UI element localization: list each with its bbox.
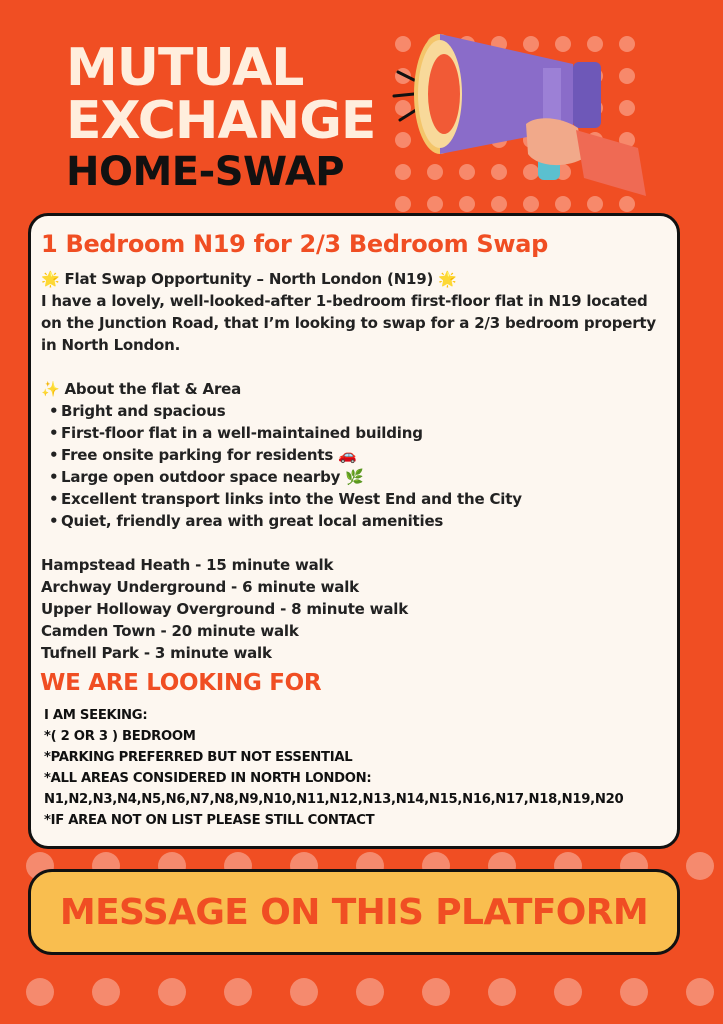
decorative-dot (92, 978, 120, 1006)
megaphone-icon (388, 28, 658, 208)
feature-item: • Bright and spacious (49, 400, 671, 422)
seeking-list (44, 705, 678, 831)
title-line-1: MUTUAL (66, 38, 304, 98)
message-cta-button[interactable] (28, 869, 680, 955)
listing-title: 1 Bedroom N19 for 2/3 Bedroom Swap (41, 230, 549, 258)
decorative-dot (686, 852, 714, 880)
intro-heading: 🌟 Flat Swap Opportunity – North London (N19) 🌟 (41, 270, 457, 288)
feature-list (41, 400, 671, 532)
decorative-dot (290, 978, 318, 1006)
seeking-item: I AM SEEKING: (44, 708, 148, 723)
seeking-item: *PARKING PREFERRED BUT NOT ESSENTIAL (44, 750, 353, 765)
decorative-dot (620, 978, 648, 1006)
seeking-item: *( 2 OR 3 ) BEDROOM (44, 729, 196, 744)
listing-description (41, 268, 671, 664)
decorative-dot (158, 978, 186, 1006)
decorative-dot (26, 978, 54, 1006)
feature-item: • Quiet, friendly area with great local amenities (49, 510, 671, 532)
nearby-item: Upper Holloway Overground - 8 minute walk (41, 600, 408, 618)
nearby-item: Hampstead Heath - 15 minute walk (41, 556, 334, 574)
nearby-item: Archway Underground - 6 minute walk (41, 578, 359, 596)
feature-item: • Large open outdoor space nearby 🌿 (49, 466, 671, 488)
nearby-item: Tufnell Park - 3 minute walk (41, 644, 272, 662)
about-heading: ✨ About the flat & Area (41, 380, 242, 398)
feature-item: • First-floor flat in a well-maintained building (49, 422, 671, 444)
decorative-dot (224, 978, 252, 1006)
feature-item: • Free onsite parking for residents 🚗 (49, 444, 671, 466)
decorative-dot (488, 978, 516, 1006)
nearby-item: Camden Town - 20 minute walk (41, 622, 299, 640)
decorative-dot (422, 978, 450, 1006)
seeking-item: *ALL AREAS CONSIDERED IN NORTH LONDON: (44, 771, 372, 786)
listing-card (28, 213, 680, 849)
looking-for-heading: WE ARE LOOKING FOR (40, 670, 322, 696)
decorative-dot (554, 978, 582, 1006)
feature-item: • Excellent transport links into the West End and the City (49, 488, 671, 510)
seeking-item: N1,N2,N3,N4,N5,N6,N7,N8,N9,N10,N11,N12,N13,N14,N15,N16,N17,N18,N19,N20 (44, 792, 624, 807)
cta-label: MESSAGE ON THIS PLATFORM (59, 891, 649, 933)
intro-text: I have a lovely, well-looked-after 1-bedroom first-floor flat in N19 located on the Junction Road, that I’m looking to swap for a 2/3 bedroom property in North London. (41, 292, 656, 354)
title-line-3: HOME-SWAP (66, 149, 345, 195)
decorative-dot (356, 978, 384, 1006)
title-line-2: EXCHANGE (66, 91, 376, 151)
seeking-item: *IF AREA NOT ON LIST PLEASE STILL CONTACT (44, 813, 375, 828)
decorative-dot (686, 978, 714, 1006)
